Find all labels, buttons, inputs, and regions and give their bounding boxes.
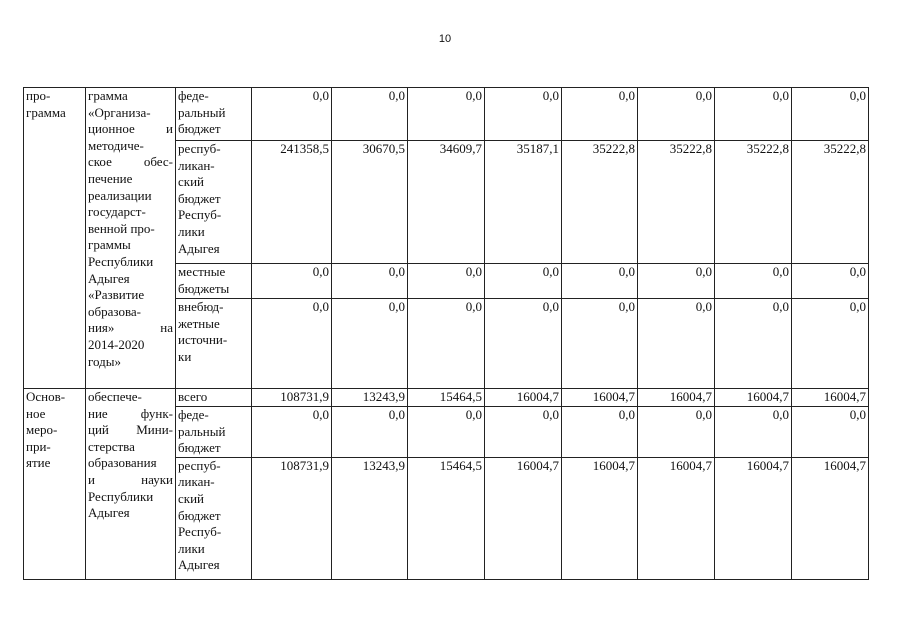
value-cell: 0,0 (715, 407, 792, 458)
value-cell: 0,0 (792, 264, 869, 299)
value-cell: 0,0 (408, 407, 485, 458)
funding-source-cell (176, 264, 252, 299)
funding-source-line: Адыгея (178, 557, 220, 573)
page-number: 10 (438, 33, 452, 45)
value-cell: 0,0 (792, 88, 869, 141)
funding-source-line: ки (178, 348, 192, 364)
program-name-line: граммы (88, 237, 131, 253)
program-name-line: 2014-2020 (88, 336, 145, 352)
value-cell: 16004,7 (562, 457, 638, 579)
program-type-cell (24, 88, 86, 389)
value-cell: 15464,5 (408, 389, 485, 407)
program-type-line: про- (26, 88, 51, 103)
value-cell: 0,0 (562, 299, 638, 389)
value-cell: 0,0 (638, 299, 715, 389)
funding-source-line: ский (178, 490, 204, 506)
value-cell: 0,0 (332, 407, 408, 458)
funding-source-line: бюджет (178, 190, 221, 206)
program-name-line: печение (88, 170, 133, 186)
program-name-line: методиче- (88, 137, 144, 153)
value-cell: 30670,5 (332, 141, 408, 264)
funding-source-line: местные (178, 264, 226, 279)
value-cell: 0,0 (332, 264, 408, 299)
funding-source-line: бюджет (178, 121, 221, 137)
funding-source-line: источни- (178, 332, 228, 348)
funding-source-cell (176, 457, 252, 579)
funding-source-line: лики (178, 540, 205, 556)
value-cell: 0,0 (485, 88, 562, 141)
funding-source-cell (176, 88, 252, 141)
program-name-line: Республики (88, 253, 154, 269)
value-cell: 16004,7 (485, 457, 562, 579)
value-cell: 16004,7 (715, 389, 792, 407)
value-cell: 0,0 (562, 407, 638, 458)
funding-source-cell (176, 407, 252, 458)
funding-source-cell (176, 389, 252, 407)
value-cell: 0,0 (408, 88, 485, 141)
value-cell: 0,0 (792, 299, 869, 389)
table-row (24, 88, 869, 141)
value-cell: 0,0 (485, 264, 562, 299)
value-cell: 108731,9 (252, 389, 332, 407)
value-cell: 0,0 (252, 407, 332, 458)
funding-source-line: Респуб- (178, 524, 222, 540)
value-cell: 0,0 (485, 407, 562, 458)
funding-source-line: внебюд- (178, 299, 224, 314)
value-cell: 0,0 (252, 264, 332, 299)
value-cell: 16004,7 (715, 457, 792, 579)
program-name-line: Адыгея (88, 505, 130, 521)
value-cell: 13243,9 (332, 389, 408, 407)
value-cell: 35187,1 (485, 141, 562, 264)
program-name-line: Адыгея (88, 270, 130, 286)
value-cell: 0,0 (715, 299, 792, 389)
value-cell: 0,0 (715, 264, 792, 299)
program-name-line: стерства (88, 438, 135, 454)
funding-source-line: феде- (178, 407, 209, 422)
program-name-line: образования (88, 455, 157, 471)
funding-source-cell (176, 141, 252, 264)
value-cell: 0,0 (332, 299, 408, 389)
funding-source-cell (176, 299, 252, 389)
funding-source-line: жетные (178, 315, 220, 331)
value-cell: 241358,5 (252, 141, 332, 264)
program-name-line: и науки (88, 471, 173, 487)
funding-source-line: Респуб- (178, 207, 222, 223)
program-name-line: «Развитие (88, 287, 145, 303)
program-name-line: ния» на (88, 320, 173, 336)
program-type-line: ятие (26, 455, 51, 471)
program-name-line: ций Мини- (88, 422, 173, 438)
value-cell: 0,0 (562, 88, 638, 141)
program-name-line: ционное и (88, 121, 173, 137)
value-cell: 35222,8 (562, 141, 638, 264)
funding-source-line: бюджет (178, 440, 221, 456)
funding-source-line: феде- (178, 88, 209, 103)
program-name-line: грамма (88, 88, 128, 103)
funding-source-line: респуб- (178, 141, 221, 156)
funding-source-line: ликан- (178, 157, 215, 173)
program-name-line: обеспече- (88, 389, 142, 404)
budget-table (23, 87, 869, 580)
value-cell: 0,0 (792, 407, 869, 458)
value-cell: 16004,7 (638, 457, 715, 579)
program-name-cell (86, 389, 176, 580)
value-cell: 0,0 (252, 88, 332, 141)
value-cell: 0,0 (638, 264, 715, 299)
funding-source-line: респуб- (178, 457, 221, 473)
value-cell: 35222,8 (792, 141, 869, 264)
value-cell: 108731,9 (252, 457, 332, 579)
program-name-line: государст- (88, 204, 146, 220)
program-type-line: ное (26, 405, 46, 421)
program-name-line: «Организа- (88, 104, 151, 120)
value-cell: 16004,7 (638, 389, 715, 407)
value-cell: 16004,7 (485, 389, 562, 407)
value-cell: 0,0 (408, 264, 485, 299)
funding-source-line: ральный (178, 423, 226, 439)
value-cell: 15464,5 (408, 457, 485, 579)
program-name-line: образова- (88, 303, 142, 319)
program-name-line: Республики (88, 488, 154, 504)
value-cell: 0,0 (562, 264, 638, 299)
program-type-line: грамма (26, 104, 66, 120)
funding-source-line: ликан- (178, 474, 215, 490)
value-cell: 0,0 (408, 299, 485, 389)
funding-source-line: бюджеты (178, 280, 230, 296)
value-cell: 0,0 (485, 299, 562, 389)
value-cell: 0,0 (332, 88, 408, 141)
value-cell: 16004,7 (792, 389, 869, 407)
value-cell: 34609,7 (408, 141, 485, 264)
funding-source-line: бюджет (178, 507, 221, 523)
value-cell: 16004,7 (562, 389, 638, 407)
value-cell: 0,0 (638, 88, 715, 141)
funding-source-line: всего (178, 389, 208, 404)
value-cell: 13243,9 (332, 457, 408, 579)
funding-source-line: Адыгея (178, 240, 220, 256)
value-cell: 0,0 (252, 299, 332, 389)
program-type-line: меро- (26, 422, 58, 438)
value-cell: 0,0 (638, 407, 715, 458)
value-cell: 0,0 (715, 88, 792, 141)
funding-source-line: ский (178, 174, 204, 190)
program-name-line: реализации (88, 187, 152, 203)
program-name-line: ние функ- (88, 405, 173, 421)
value-cell: 16004,7 (792, 457, 869, 579)
funding-source-line: ральный (178, 104, 226, 120)
value-cell: 35222,8 (715, 141, 792, 264)
funding-source-line: лики (178, 223, 205, 239)
program-type-cell (24, 389, 86, 580)
program-name-line: годы» (88, 353, 121, 369)
program-type-line: Основ- (26, 389, 66, 404)
program-type-line: при- (26, 438, 51, 454)
program-name-cell (86, 88, 176, 389)
value-cell: 35222,8 (638, 141, 715, 264)
program-name-line: ское обес- (88, 154, 173, 170)
program-name-line: венной про- (88, 220, 155, 236)
table-row (24, 389, 869, 407)
